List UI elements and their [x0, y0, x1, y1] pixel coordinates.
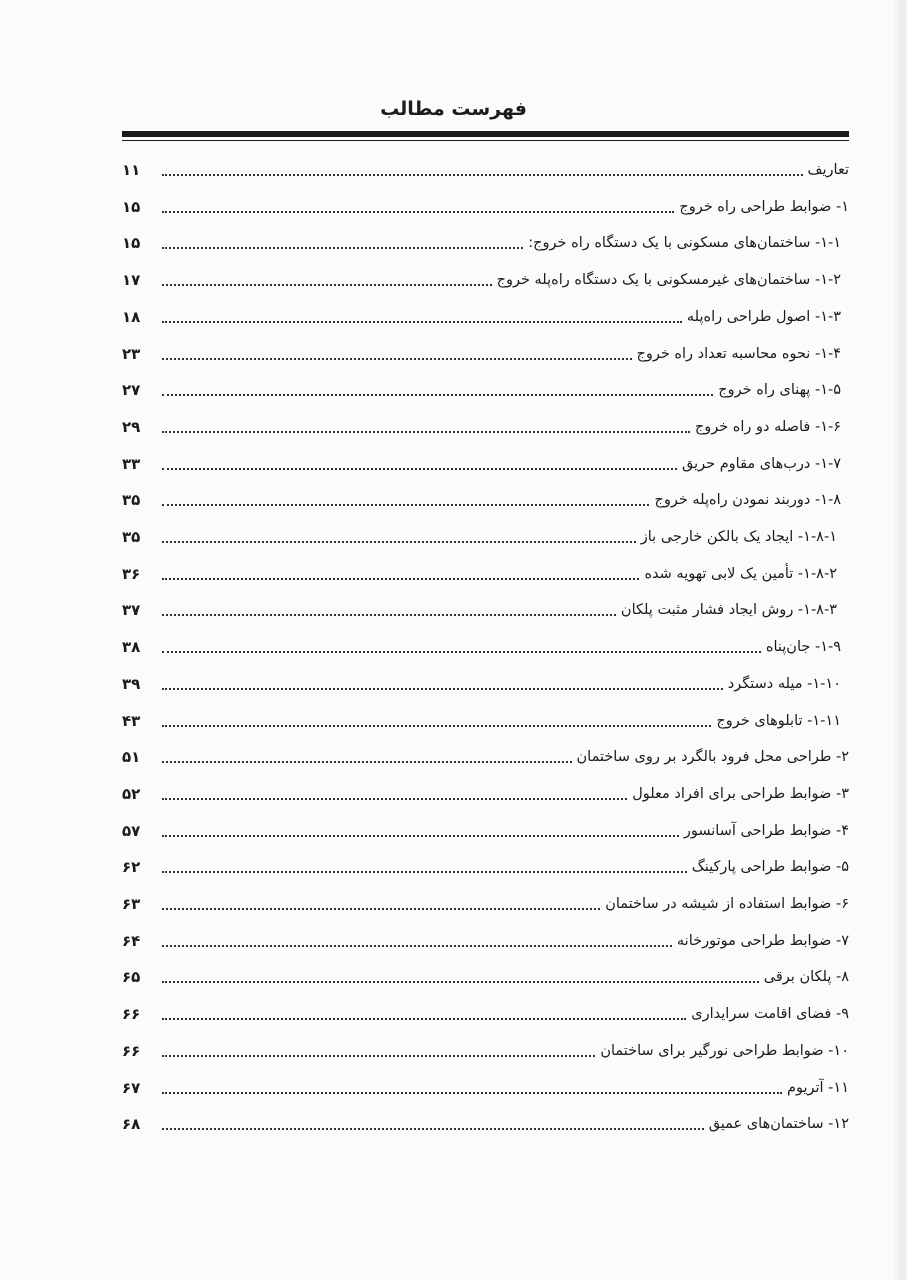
toc-entry-label: تعاریف	[807, 162, 849, 178]
toc-entry-page-number: ۲۳	[122, 344, 141, 363]
toc-entry-page-number: ۲۷	[122, 381, 141, 400]
table-of-contents	[0, 144, 907, 1164]
toc-entry-label: ۱-۸-۳- روش ایجاد فشار مثبت پلکان	[620, 602, 837, 619]
toc-entry-page-number: ۶۲	[122, 858, 141, 877]
toc-entry	[122, 291, 841, 327]
toc-entry-label: ۱-۲- ساختمان‌های غیرمسکونی با یک دستگاه راه‌پله خروج	[496, 272, 841, 289]
toc-entry-page-number: ۵۱	[122, 748, 141, 767]
toc-entry	[122, 474, 841, 510]
toc-entry-label: ۳- ضوابط طراحی برای افراد معلول	[632, 785, 849, 802]
toc-entry	[122, 621, 841, 657]
toc-entry-page-number: ۱۷	[122, 271, 141, 290]
toc-entry-label: ۱-۸-۲- تأمین یک لابی تهویه شده	[644, 565, 837, 582]
toc-entry-page-number: ۳۷	[122, 601, 141, 620]
toc-entry	[122, 695, 841, 731]
dot-leader	[162, 541, 636, 543]
toc-entry	[122, 841, 849, 877]
toc-entry	[122, 805, 849, 841]
toc-entry-label: ۱- ضوابط طراحی راه خروج	[679, 198, 849, 215]
dot-leader	[162, 578, 639, 580]
dot-leader	[162, 835, 679, 837]
toc-entry-page-number: ۳۸	[122, 638, 141, 657]
toc-entry-label: ۱-۷- درب‌های مقاوم حریق	[682, 455, 841, 472]
toc-entry-page-number: ۶۶	[122, 1041, 141, 1060]
toc-entry	[122, 584, 837, 620]
toc-entry	[122, 1098, 849, 1134]
dot-leader	[162, 981, 759, 983]
title-rule-thin	[122, 140, 849, 141]
toc-entry	[122, 438, 841, 474]
dot-leader	[162, 1018, 686, 1020]
toc-entry-page-number: ۳۶	[122, 564, 141, 583]
toc-entry	[122, 731, 849, 767]
toc-entry-page-number: ۶۶	[122, 1005, 141, 1024]
toc-entry	[122, 364, 841, 400]
dot-leader	[162, 725, 711, 727]
toc-entry-page-number: ۳۳	[122, 454, 141, 473]
toc-entry	[122, 915, 849, 951]
toc-entry-page-number: ۵۷	[122, 821, 141, 840]
toc-entry-page-number: ۵۲	[122, 784, 141, 803]
toc-entry-page-number: ۱۵	[122, 197, 141, 216]
toc-entry-label: ۱-۸- دوربند نمودن راه‌پله خروج	[654, 492, 841, 509]
toc-entry-label: ۷- ضوابط طراحی موتورخانه	[676, 932, 849, 949]
dot-leader	[162, 431, 690, 433]
dot-leader	[162, 908, 600, 910]
toc-entry-label: ۱-۱۰- میله دستگرد	[727, 675, 841, 692]
toc-entry-page-number: ۶۷	[122, 1078, 141, 1097]
toc-entry-page-number: ۱۸	[122, 307, 141, 326]
dot-leader	[162, 504, 649, 506]
dot-leader	[162, 614, 616, 616]
dot-leader	[162, 1092, 782, 1094]
toc-entry-label: ۶- ضوابط استفاده از شیشه در ساختمان	[605, 896, 849, 912]
toc-entry	[122, 181, 849, 217]
toc-entry-page-number: ۱۵	[122, 234, 141, 253]
toc-entry	[122, 144, 849, 180]
toc-entry-page-number: ۶۵	[122, 968, 141, 987]
toc-entry-page-number: ۳۵	[122, 528, 141, 546]
toc-entry-label: ۲- طراحی محل فرود بالگرد بر روی ساختمان	[576, 749, 849, 766]
toc-entry	[122, 511, 837, 547]
toc-entry-label: ۴- ضوابط طراحی آسانسور	[683, 822, 849, 839]
toc-entry-label: ۱-۸-۱- ایجاد یک بالکن خارجی باز	[640, 529, 837, 545]
dot-leader	[162, 1128, 704, 1130]
toc-entry-page-number: ۶۳	[122, 895, 141, 913]
toc-entry	[122, 217, 841, 253]
title-rule-thick	[122, 131, 849, 137]
dot-leader	[162, 871, 687, 873]
dot-leader	[162, 394, 713, 396]
toc-entry	[122, 878, 849, 914]
toc-entry-label: ۱۲- ساختمان‌های عمیق	[708, 1116, 849, 1133]
toc-entry	[122, 328, 841, 364]
toc-entry-label: ۱-۱۱- تابلوهای خروج	[716, 712, 841, 729]
dot-leader	[162, 174, 803, 176]
toc-entry	[122, 254, 841, 290]
toc-entry-label: ۱۰- ضوابط طراحی نورگیر برای ساختمان	[600, 1042, 849, 1059]
toc-entry-label: ۱-۳- اصول طراحی راه‌پله	[686, 308, 841, 325]
toc-entry-page-number: ۶۸	[122, 1115, 141, 1134]
toc-entry-label: ۱-۵- پهنای راه خروج	[718, 382, 841, 399]
dot-leader	[162, 688, 723, 690]
toc-entry	[122, 1025, 849, 1061]
toc-entry-page-number: ۳۹	[122, 674, 141, 693]
toc-entry-page-number: ۱۱	[122, 161, 141, 179]
toc-entry-page-number: ۶۴	[122, 931, 141, 950]
dot-leader	[162, 798, 627, 800]
toc-entry	[122, 548, 837, 584]
dot-leader	[162, 651, 761, 653]
dot-leader	[162, 247, 523, 249]
dot-leader	[162, 211, 674, 213]
dot-leader	[162, 945, 672, 947]
toc-entry-label: ۱-۴- نحوه محاسبه تعداد راه خروج	[636, 345, 841, 362]
toc-entry-label: ۱۱- آتریوم	[787, 1079, 849, 1096]
toc-entry-label: ۱-۹- جان‌پناه	[765, 639, 841, 656]
toc-entry-label: ۱-۱- ساختمان‌های مسکونی با یک دستگاه راه خروج:	[528, 235, 841, 252]
toc-entry	[122, 768, 849, 804]
toc-entry-page-number: ۴۳	[122, 711, 141, 730]
dot-leader	[162, 358, 632, 360]
toc-entry	[122, 401, 841, 437]
toc-entry-page-number: ۳۵	[122, 491, 141, 510]
toc-entry-page-number: ۲۹	[122, 417, 141, 436]
dot-leader	[162, 1055, 595, 1057]
dot-leader	[162, 321, 682, 323]
page-title: فهرست مطالب	[380, 98, 527, 120]
toc-entry	[122, 951, 849, 987]
toc-entry	[122, 658, 841, 694]
toc-entry-label: ۸- پلکان برقی	[763, 969, 849, 986]
dot-leader	[162, 468, 677, 470]
toc-entry-label: ۵- ضوابط طراحی پارکینگ	[691, 859, 849, 876]
toc-entry-label: ۹- فضای اقامت سرایداری	[691, 1006, 849, 1023]
dot-leader	[162, 761, 572, 763]
toc-entry	[122, 988, 849, 1024]
dot-leader	[162, 284, 492, 286]
toc-entry-label: ۱-۶- فاصله دو راه خروج	[694, 418, 841, 435]
toc-entry	[122, 1062, 849, 1098]
